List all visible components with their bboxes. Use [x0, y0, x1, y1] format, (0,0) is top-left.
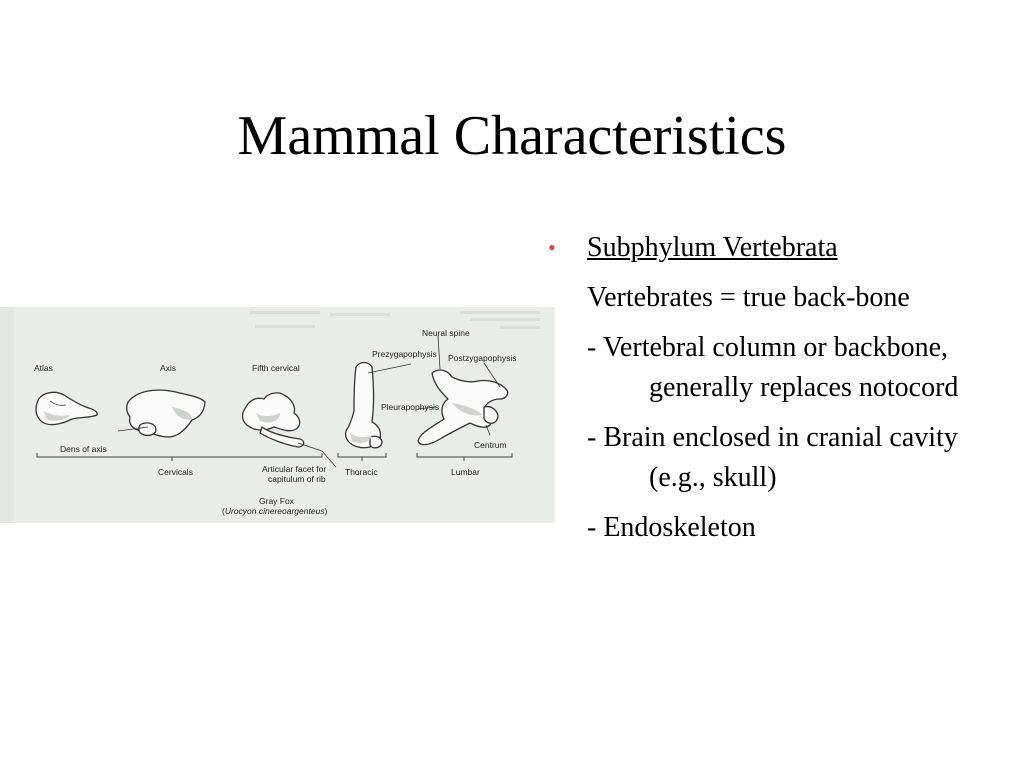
label-prezygapophysis: Prezygapophysis — [372, 349, 437, 359]
atlas-bone — [36, 392, 97, 424]
label-caption-latin: Urocyon cinereoargenteus — [224, 506, 325, 516]
axis-bone — [127, 390, 205, 437]
label-articular-facet-1: Articular facet for — [262, 464, 327, 474]
label-axis: Axis — [160, 363, 177, 373]
bullet-list — [548, 228, 1008, 548]
slide-title: Mammal Characteristics — [237, 105, 787, 167]
label-dens-of-axis: Dens of axis — [60, 444, 107, 454]
label-lumbar: Lumbar — [451, 467, 480, 477]
label-atlas: Atlas — [34, 363, 53, 373]
label-postzygapophysis: Postzygapophysis — [448, 353, 517, 363]
bullet-line: Vertebrates = true back-bone — [587, 282, 910, 313]
bullet-line: - Brain enclosed in cranial cavity (e.g., skull) — [587, 422, 958, 493]
label-neural-spine: Neural spine — [422, 328, 470, 338]
bullet-line: - Vertebral column or backbone, generally replaces notocord — [587, 332, 959, 403]
label-thoracic: Thoracic — [345, 467, 378, 477]
bullet-item — [548, 228, 1008, 268]
label-fifth-cervical: Fifth cervical — [252, 363, 300, 373]
label-articular-facet-2: capitulum of rib — [268, 474, 326, 484]
bullet-line: - Endoskeleton — [587, 512, 756, 543]
vertebrae-illustration — [0, 307, 555, 523]
label-caption-common: Gray Fox — [259, 496, 294, 506]
label-centrum: Centrum — [474, 440, 507, 450]
fifth-cervical-bone — [243, 393, 304, 447]
bullet-marker: • — [548, 235, 556, 260]
label-cervicals: Cervicals — [158, 467, 193, 477]
caption-latin-group: (Urocyon cinereoargenteus) — [222, 506, 328, 516]
label-pleurapophysis: Pleurapophysis — [381, 402, 440, 412]
vertebrae-figure — [0, 307, 555, 523]
thoracic-bone — [346, 363, 382, 448]
bullet-heading: Subphylum Vertebrata — [587, 232, 838, 263]
